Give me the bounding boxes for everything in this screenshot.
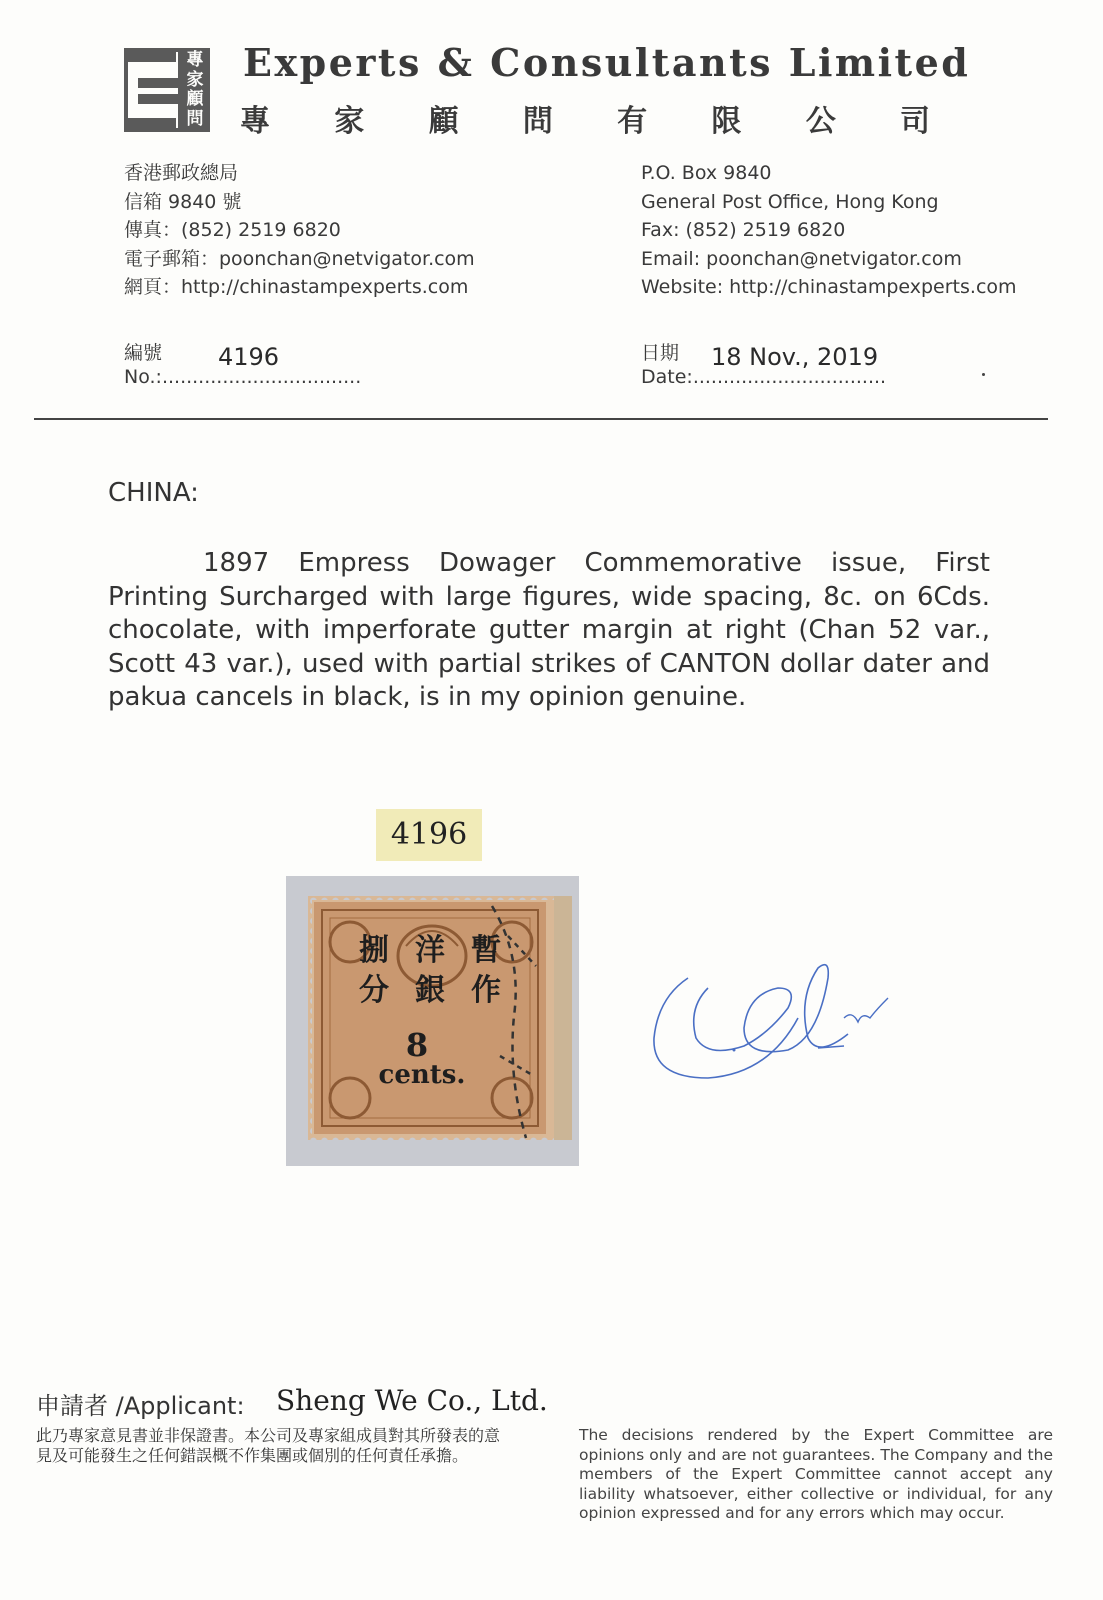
disclaimer-en: The decisions rendered by the Expert Committee are opinions only and are not guarantees. The Company and the members of the Expert Committee cannot accept any liability whatsoever, either collective or individual, for any opinion expressed and for any errors which may occur. (579, 1426, 1053, 1522)
logo-char: 問 (186, 108, 204, 129)
expert-signature (648, 938, 908, 1098)
address-line: General Post Office, Hong Kong (641, 190, 939, 213)
number-label-en: No.:................................. (124, 366, 362, 388)
surcharge-char: 洋 (415, 933, 445, 968)
company-zh-char: 限 (711, 104, 742, 139)
surcharge-char: 分 (359, 973, 389, 1008)
email-line: Email: poonchan@netvigator.com (641, 247, 962, 270)
company-zh-char: 專 (240, 104, 270, 139)
certificate-number: 4196 (218, 343, 280, 371)
company-name-en: Experts & Consultants Limited (243, 40, 971, 85)
disclaimer-zh: 此乃專家意見書並非保證書。本公司及專家組成員對其所發表的意見及可能發生之任何錯誤概不作集團或個別的任何責任承擔。 (36, 1426, 501, 1465)
address-line: 香港郵政總局 (124, 162, 239, 184)
address-block-zh (124, 159, 475, 302)
surcharge-value: 8 (405, 1026, 429, 1064)
fax-line: 傳真：(852) 2519 6820 (124, 219, 341, 241)
address-line: P.O. Box 9840 (641, 162, 772, 184)
stamp-mount (286, 876, 579, 1166)
surcharge-unit: cents. (378, 1060, 466, 1090)
company-zh-char: 公 (805, 104, 836, 139)
country-heading: CHINA: (108, 478, 199, 508)
surcharge-char: 銀 (415, 973, 445, 1008)
company-zh-char: 有 (617, 104, 648, 139)
date-label-zh: 日期 (641, 342, 680, 364)
address-line: 信箱 9840 號 (124, 190, 242, 213)
date-label-en: Date:................................ (641, 366, 887, 388)
company-zh-char: 顧 (428, 104, 459, 139)
address-block-en (641, 159, 1017, 302)
company-name-zh (240, 96, 930, 140)
company-logo (124, 48, 210, 132)
fax-line: Fax: (852) 2519 6820 (641, 219, 846, 241)
surcharge-char: 捌 (359, 933, 389, 968)
company-zh-char: 家 (334, 104, 365, 139)
email-line: 電子郵箱：poonchan@netvigator.com (124, 247, 475, 270)
stamp-description: 1897 Empress Dowager Commemorative issue, First Printing Surcharged with large figures, wide spacing, 8c. on 6Cds. chocolate, with imperforate gutter margin at right (Chan 52 var., Scott 43 var.), used with partial strikes of CANTON dollar dater and pakua cancels in black, is in my opinion genuine. (108, 548, 990, 713)
company-zh-char: 問 (522, 104, 553, 139)
header-divider (34, 418, 1048, 420)
applicant-label: 申請者 /Applicant: (36, 1392, 245, 1420)
logo-char: 家 (186, 69, 204, 90)
surcharge-char: 暫 (471, 933, 501, 968)
logo-char: 顧 (186, 89, 204, 109)
dot-mark (982, 373, 985, 376)
stamp-image (286, 876, 579, 1166)
website-line: 網頁：http://chinastampexperts.com (124, 276, 469, 298)
surcharge-char: 作 (471, 973, 501, 1008)
number-label-zh: 編號 (124, 342, 163, 364)
logo-char: 專 (186, 50, 204, 70)
applicant-name: Sheng We Co., Ltd. (276, 1384, 548, 1417)
company-zh-char: 司 (899, 104, 930, 139)
stamp-number-tag: 4196 (376, 809, 482, 861)
certificate-date: 18 Nov., 2019 (711, 343, 879, 371)
website-line: Website: http://chinastampexperts.com (641, 276, 1017, 298)
